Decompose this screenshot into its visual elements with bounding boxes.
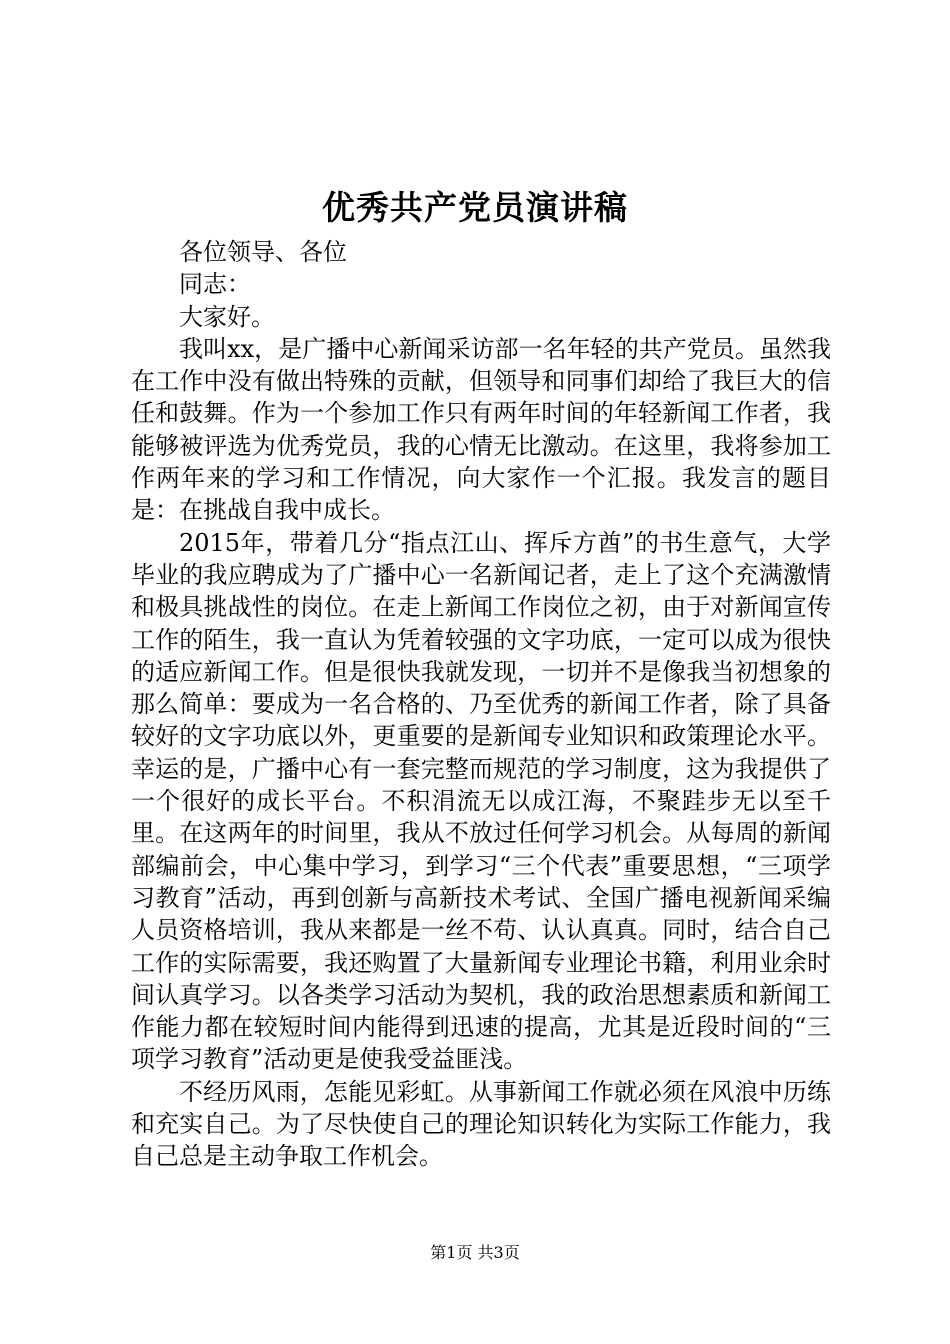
page-footer: 第1页 共3页 [430,1243,520,1262]
salutation-line-1: 各位领导、各位 [179,238,347,266]
greeting: 大家好。 [179,302,275,331]
paragraph-learning: 2015年，带着几分“指点江山、挥斥方酋”的书生意气，大学毕业的我应聘成为了广播中心一名新闻记者，走上了这个充满激情和极具挑战性的岗位。在走上新闻工作岗位之初，由于对新闻宣传工作的陌生，我一直认为凭着较强的文字功底，一定可以成为很快的适应新闻工作。但是很快我就发现，一切并不是像我当初想象的那么简单：要成为一名合格的、乃至优秀的新闻工作者，除了具备较好的文字功底以外，更重要的是新闻专业知识和政策理论水平。幸运的是，广播中心有一套完整而规范的学习制度，这为我提供了一个很好的成长平台。不积涓流无以成江海，不聚跬步无以至千里。在这两年的时间里，我从不放过任何学习机会。从每周的新闻部编前会，中心集中学习，到学习“三个代表”重要思想，“三项学习教育”活动，再到创新与高新技术考试、全国广播电视新闻采编人员资格培训，我从来都是一丝不苟、认认真真。同时，结合自己工作的实际需要，我还购置了大量新闻专业理论书籍，利用业余时间认真学习。以各类学习活动为契机，我的政治思想素质和新闻工作能力都在较短时间内能得到迅速的提高，尤其是近段时间的“三项学习教育”活动更是使我受益匪浅。 [131,528,831,1074]
paragraph-practice: 不经历风雨，怎能见彩虹。从事新闻工作就必须在风浪中历练和充实自己。为了尽快使自己的理论知识转化为实际工作能力，我自己总是主动争取工作机会。 [131,1077,831,1171]
document-title: 优秀共产党员演讲稿 [322,188,628,227]
salutation-line-2: 同志： [179,270,251,299]
paragraph-introduction: 我叫xx，是广播中心新闻采访部一名年轻的共产党员。虽然我在工作中没有做出特殊的贡献，但领导和同事们却给了我巨大的信任和鼓舞。作为一个参加工作只有两年时间的年轻新闻工作者，我能够被评选为优秀党员，我的心情无比激动。在这里，我将参加工作两年来的学习和工作情况，向大家作一个汇报。我发言的题目是：在挑战自我中成长。 [131,334,831,525]
document-body [131,236,831,1173]
